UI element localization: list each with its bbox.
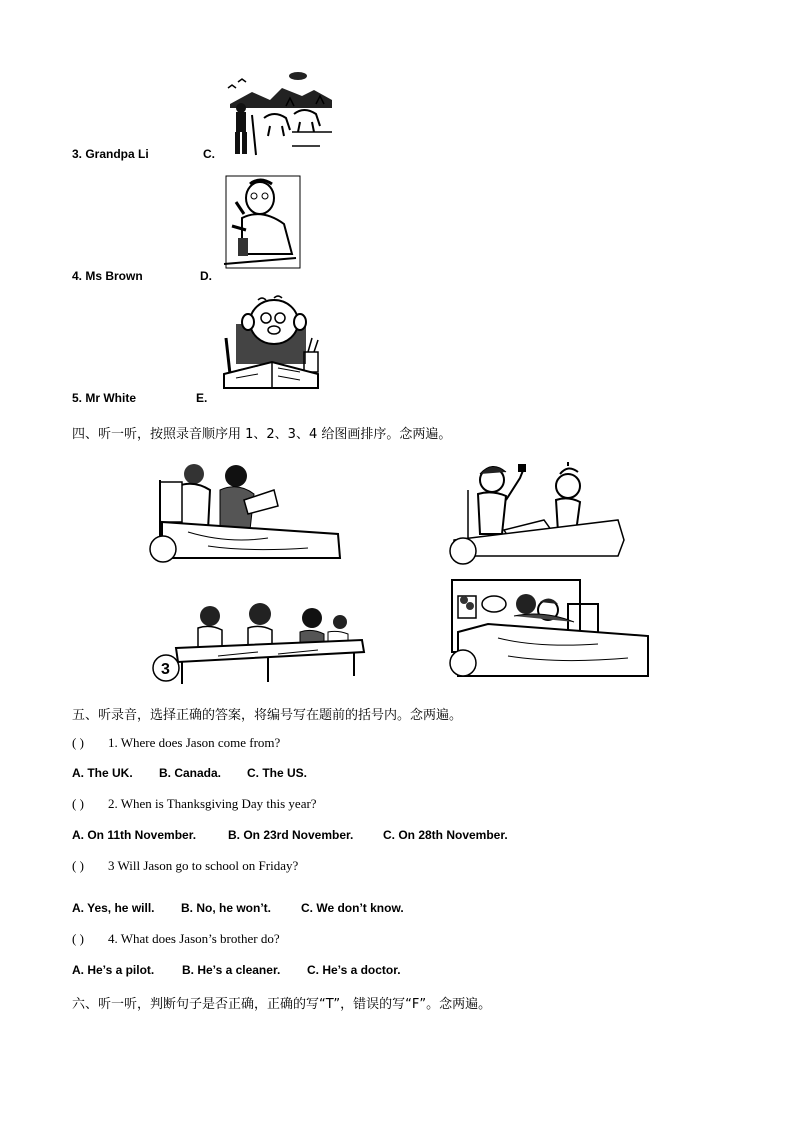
picture-reindeer-sleigh	[222, 70, 336, 160]
answer-blank-2[interactable]: ( )	[72, 796, 84, 811]
question-3-text: 3 Will Jason go to school on Friday?	[108, 858, 299, 873]
section-4-title: 四、听一听，按照录音顺序用 1、2、3、4 给图画排序。念两遍。	[72, 427, 452, 442]
section-5-title: 五、听录音，选择正确的答案，将编号写在题前的括号内。念两遍。	[72, 708, 463, 723]
picture-man-with-books	[218, 294, 324, 398]
option-3c: C. We don’t know.	[301, 901, 404, 915]
answer-label-3: 3	[161, 661, 170, 678]
question-1-text: 1. Where does Jason come from?	[108, 735, 281, 750]
match-name-4: 4. Ms Brown	[72, 269, 143, 283]
option-4b: B. He’s a cleaner.	[182, 963, 281, 977]
options-4	[72, 963, 401, 977]
match-letter-d: D.	[200, 269, 212, 283]
question-3	[72, 858, 298, 874]
question-4-text: 4. What does Jason’s brother do?	[108, 931, 280, 946]
option-1a: A. The UK.	[72, 766, 133, 780]
match-letter-c: C.	[203, 147, 215, 161]
answer-circle-2	[450, 538, 476, 564]
picture-bed-reading	[148, 460, 344, 564]
options-3	[72, 901, 404, 915]
option-1b: B. Canada.	[159, 766, 222, 780]
answer-blank-1[interactable]: ( )	[72, 735, 84, 750]
answer-circle-1	[150, 536, 176, 562]
question-1	[72, 735, 280, 751]
option-4c: C. He’s a doctor.	[307, 963, 401, 977]
picture-children-waving	[448, 460, 630, 566]
picture-old-man-eating	[220, 172, 304, 272]
answer-blank-4[interactable]: ( )	[72, 931, 84, 946]
option-2a: A. On 11th November.	[72, 828, 197, 842]
match-name-3: 3. Grandpa Li	[72, 147, 149, 161]
picture-sick-in-bed	[448, 576, 652, 682]
picture-students-desks	[148, 598, 370, 686]
answer-circle-4	[450, 650, 476, 676]
option-2c: C. On 28th November.	[383, 828, 508, 842]
match-letter-e: E.	[196, 391, 208, 405]
option-4a: A. He’s a pilot.	[72, 963, 155, 977]
options-1	[72, 766, 307, 780]
option-3a: A. Yes, he will.	[72, 901, 155, 915]
option-2b: B. On 23rd November.	[228, 828, 354, 842]
answer-blank-3[interactable]: ( )	[72, 858, 84, 873]
question-2-text: 2. When is Thanksgiving Day this year?	[108, 796, 317, 811]
question-2	[72, 796, 317, 812]
section-6-title: 六、听一听，判断句子是否正确，正确的写“T”，错误的写“F”。念两遍。	[72, 997, 492, 1012]
question-4	[72, 931, 280, 947]
option-1c: C. The US.	[247, 766, 308, 780]
options-2	[72, 828, 508, 842]
match-name-5: 5. Mr White	[72, 391, 137, 405]
option-3b: B. No, he won’t.	[181, 901, 271, 915]
